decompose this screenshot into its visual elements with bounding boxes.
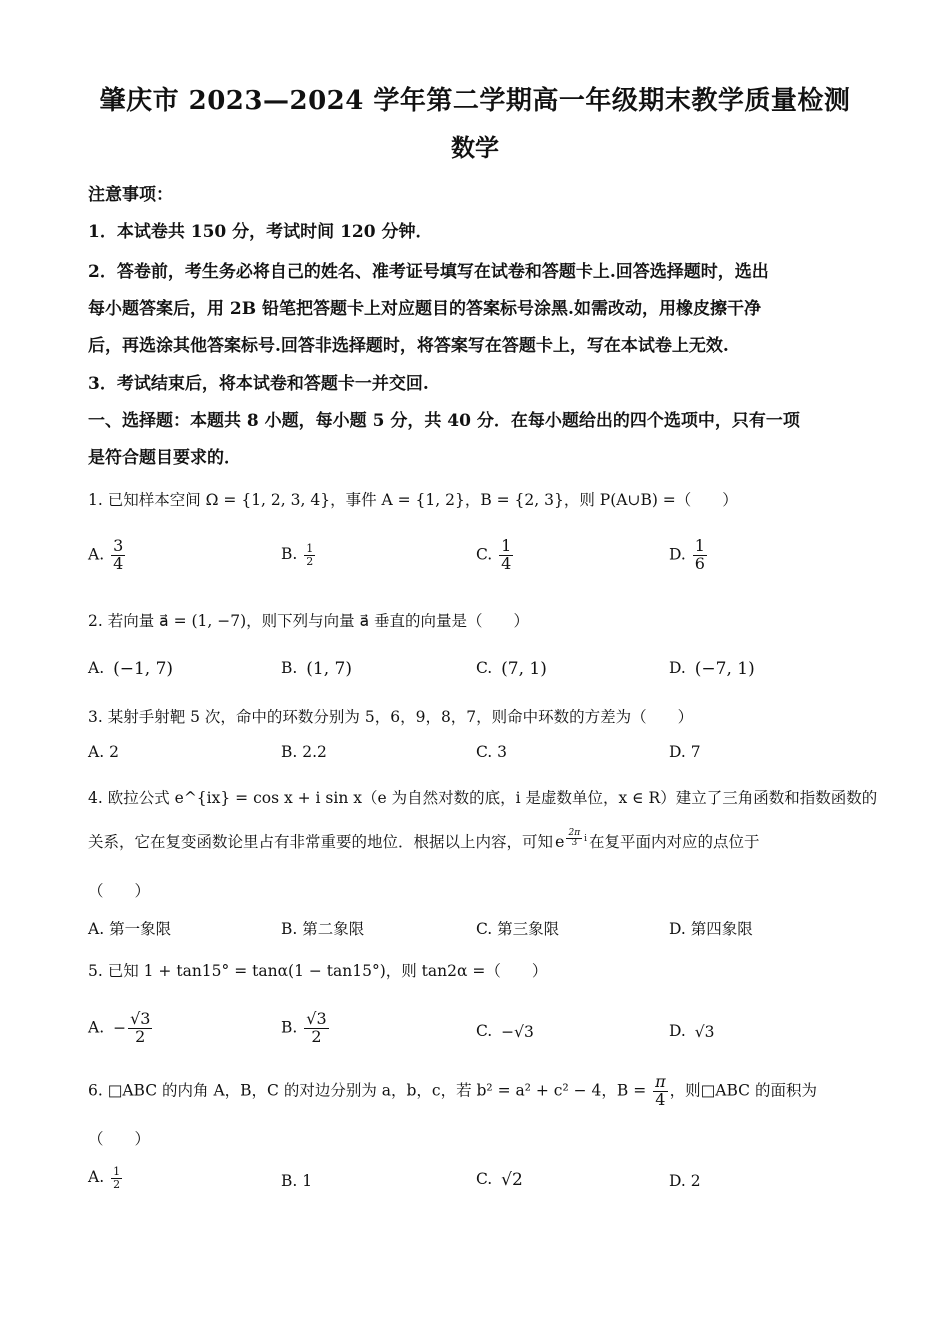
option-letter: D. [669, 659, 686, 677]
question-3-option-c [476, 743, 507, 761]
fraction [304, 543, 315, 567]
numerator: √3 [130, 1009, 151, 1028]
option-value: 第一象限 [109, 920, 172, 938]
question-6-stem [88, 1074, 888, 1109]
exp-base: e [555, 832, 565, 851]
notice-line-1: 1．本试卷共 150 分，考试时间 120 分钟． [88, 222, 433, 242]
stem-text-before: 关系，它在复变函数论里占有非常重要的地位．根据以上内容，可知 [88, 833, 554, 851]
question-2-option-c [476, 659, 547, 679]
option-letter: D. [669, 1022, 686, 1040]
question-5-option-a [88, 1011, 154, 1046]
question-6-option-b [281, 1172, 312, 1190]
exp-imaginary: i [584, 833, 588, 844]
option-letter: C. [476, 743, 493, 761]
numerator: π [655, 1072, 666, 1091]
fraction-pi-over-4 [653, 1074, 668, 1109]
exam-title: 肇庆市 2023—2024 学年第二学期高一年级期末教学质量检测 [99, 86, 851, 116]
denominator: 2 [306, 554, 314, 568]
option-value: 2.2 [302, 743, 327, 761]
option-sign: − [113, 1019, 127, 1038]
question-4-option-a [88, 917, 171, 939]
question-5-option-c [476, 1022, 534, 1041]
question-5-stem: 5. 已知 1 + tan15° = tanα(1 − tan15°)，则 tan2α =（ ） [88, 962, 548, 980]
notice-line-4: 后，再选涂其他答案标号.回答非选择题时，将答案写在答题卡上，写在本试卷上无效. [88, 336, 729, 356]
question-5-option-b [281, 1011, 331, 1046]
numerator: 1 [113, 1165, 121, 1178]
exp-fraction [566, 829, 582, 849]
option-value: (−7, 1) [694, 659, 755, 679]
option-letter: C. [476, 1022, 493, 1040]
option-letter: D. [669, 920, 686, 938]
question-1-option-a [88, 538, 127, 573]
question-2-option-d [669, 659, 755, 679]
question-3-stem: 3. 某射手射靶 5 次，命中的环数分别为 5，6，9，8，7，则命中环数的方差为（ ） [88, 708, 694, 726]
notice-line-2: 2．答卷前，考生务必将自己的姓名、准考证号填写在试卷和答题卡上.回答选择题时，选出 [88, 262, 769, 282]
fraction [693, 538, 707, 573]
denominator: 4 [501, 553, 512, 573]
question-1-option-c [476, 538, 515, 573]
option-letter: C. [476, 659, 493, 677]
option-value: 第二象限 [302, 920, 365, 938]
option-value: 2 [690, 1172, 701, 1190]
option-letter: C. [476, 545, 493, 564]
question-1-option-b [281, 543, 317, 567]
denominator: 2 [311, 1026, 322, 1046]
option-letter: A. [88, 545, 105, 564]
notice-heading: 注意事项： [88, 185, 173, 205]
option-value: 1 [302, 1172, 313, 1190]
notice-line-3: 每小题答案后，用 2B 铅笔把答题卡上对应题目的答案标号涂黑.如需改动，用橡皮擦干净 [88, 299, 761, 319]
option-letter: A. [88, 1018, 105, 1037]
option-value: 第四象限 [690, 920, 753, 938]
option-value: (−1, 7) [113, 659, 174, 679]
question-4-stem-line-1: 4. 欧拉公式 e^{ix} = cos x + i sin x（e 为自然对数的底，i 是虚数单位，x ∈ R）建立了三角函数和指数函数的 [88, 789, 878, 807]
question-3-option-b [281, 743, 327, 761]
numerator: √3 [306, 1009, 327, 1028]
exponent [564, 829, 587, 849]
denominator: 4 [655, 1089, 666, 1109]
denominator: 4 [113, 553, 124, 573]
numerator: 1 [501, 536, 512, 555]
option-letter: D. [669, 1172, 686, 1190]
option-letter: A. [88, 659, 105, 677]
question-5-option-d [669, 1022, 715, 1041]
question-4-option-b [281, 917, 364, 939]
option-value: 7 [690, 743, 701, 761]
fraction [111, 538, 125, 573]
option-letter: A. [88, 920, 105, 938]
question-3-option-a [88, 743, 119, 761]
option-value: 3 [497, 743, 508, 761]
exp-numerator: 2π [568, 828, 581, 838]
question-2-option-b [281, 659, 352, 679]
option-value: 2 [109, 743, 119, 761]
option-letter: B. [281, 1018, 298, 1037]
denominator: 2 [113, 1177, 121, 1191]
exp-denominator: 3 [571, 838, 578, 849]
question-2-stem: 2. 若向量 a⃗ = (1, −7)，则下列与向量 a⃗ 垂直的向量是（ ） [88, 612, 529, 630]
option-letter: C. [476, 920, 493, 938]
option-letter: A. [88, 1168, 105, 1187]
stem-text-after: ，则□ABC 的面积为 [669, 1081, 817, 1100]
question-4-stem-line-2 [88, 830, 888, 861]
question-6-answer-paren: （ ） [88, 1130, 151, 1148]
option-letter: B. [281, 1172, 298, 1190]
option-letter: C. [476, 1170, 493, 1188]
option-value: √2 [501, 1170, 523, 1190]
fraction [111, 1166, 122, 1190]
question-1-option-d [669, 538, 709, 573]
option-value: −√3 [501, 1023, 534, 1041]
question-2-option-a [88, 659, 173, 679]
question-6-option-a [88, 1166, 124, 1190]
option-letter: D. [669, 545, 686, 564]
question-4-answer-paren: （ ） [88, 882, 151, 900]
question-6-option-d [669, 1172, 701, 1190]
question-4-option-c [476, 917, 559, 939]
option-letter: A. [88, 743, 105, 761]
denominator: 6 [694, 553, 705, 573]
denominator: 2 [135, 1026, 146, 1046]
option-letter: B. [281, 920, 298, 938]
fraction [499, 538, 513, 573]
notice-line-5: 3．考试结束后，将本试卷和答题卡一并交回. [88, 374, 429, 394]
exponential-expression [555, 828, 588, 861]
numerator: 1 [694, 536, 705, 555]
option-letter: B. [281, 545, 298, 564]
section-heading-line-2: 是符合题目要求的． [88, 448, 241, 468]
option-letter: B. [281, 743, 298, 761]
option-value: 第三象限 [497, 920, 560, 938]
question-3-option-d [669, 743, 701, 761]
stem-text-after: 在复平面内对应的点位于 [589, 833, 760, 851]
question-6-option-c [476, 1170, 523, 1190]
numerator: 3 [113, 536, 124, 555]
fraction [304, 1011, 328, 1046]
option-letter: D. [669, 743, 686, 761]
option-value: (7, 1) [501, 659, 547, 679]
numerator: 1 [306, 542, 314, 555]
fraction [128, 1011, 152, 1046]
question-1-stem: 1. 已知样本空间 Ω = {1, 2, 3, 4}，事件 A = {1, 2}，B = {2, 3}，则 P(A∪B) =（ ） [88, 491, 738, 509]
section-heading-line-1: 一、选择题：本题共 8 小题，每小题 5 分，共 40 分．在每小题给出的四个选项中，只有一项 [88, 411, 800, 431]
option-letter: B. [281, 659, 298, 677]
stem-text-before: 6. □ABC 的内角 A，B，C 的对边分别为 a，b，c，若 b² = a² + c² − 4，B = [88, 1081, 647, 1100]
question-4-option-d [669, 917, 753, 939]
exam-subject: 数学 [451, 133, 499, 162]
option-value: √3 [694, 1023, 715, 1041]
option-value: (1, 7) [306, 659, 352, 679]
